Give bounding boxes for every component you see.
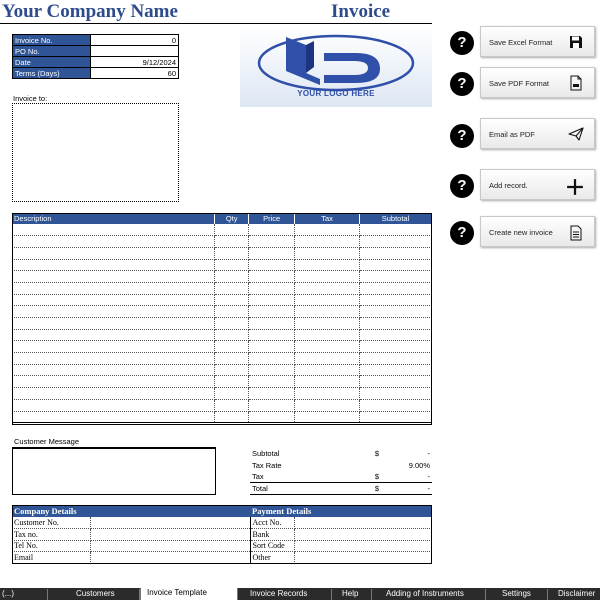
add-record-button[interactable] — [480, 169, 595, 200]
table-row — [12, 294, 432, 306]
table-row — [12, 282, 432, 294]
sheet-tab-invoice-template[interactable]: Invoice Template — [140, 588, 238, 600]
save-excel-button[interactable] — [480, 26, 595, 57]
item-description-cell[interactable] — [12, 399, 215, 411]
table-row — [12, 376, 432, 388]
total-row — [250, 483, 432, 495]
item-description-cell[interactable] — [12, 259, 215, 271]
table-row — [12, 329, 432, 341]
item-tax-cell[interactable] — [295, 399, 360, 411]
meta-label: PO No. — [13, 46, 91, 57]
item-description-cell[interactable] — [12, 329, 215, 341]
table-row — [12, 306, 432, 318]
pdf-file-icon — [568, 73, 584, 93]
sheet-tab-help[interactable]: Help — [332, 589, 372, 600]
company-logo[interactable] — [240, 27, 432, 107]
table-row — [12, 224, 432, 236]
item-subtotal-cell[interactable] — [360, 259, 432, 271]
item-tax-cell[interactable] — [295, 364, 360, 376]
item-description-cell[interactable] — [12, 247, 215, 259]
help-icon[interactable]: ? — [450, 31, 474, 55]
help-icon[interactable]: ? — [450, 174, 474, 198]
item-subtotal-cell[interactable] — [360, 306, 432, 318]
payment-detail-label: Bank — [250, 529, 294, 541]
item-description-cell[interactable] — [12, 294, 215, 306]
details-header-row — [12, 505, 432, 517]
item-subtotal-cell[interactable] — [360, 353, 432, 365]
tax-rate-row — [250, 460, 432, 472]
tax-label: Tax — [250, 471, 362, 483]
item-qty-cell[interactable] — [215, 236, 249, 248]
item-qty-cell[interactable] — [215, 329, 249, 341]
item-subtotal-cell[interactable] — [360, 388, 432, 400]
item-price-cell[interactable] — [249, 364, 295, 376]
item-description-cell[interactable] — [12, 318, 215, 330]
terms-cell[interactable]: 60 — [91, 68, 179, 79]
plus-icon — [566, 178, 584, 196]
customer-no-field[interactable] — [90, 517, 250, 529]
meta-label: Invoice No. — [13, 35, 91, 46]
item-price-cell[interactable] — [249, 329, 295, 341]
item-tax-cell[interactable] — [295, 271, 360, 283]
create-new-invoice-button[interactable] — [480, 216, 595, 247]
currency-symbol: $ — [362, 471, 392, 483]
item-price-cell[interactable] — [249, 247, 295, 259]
table-row — [12, 259, 432, 271]
item-qty-cell[interactable] — [215, 341, 249, 353]
item-subtotal-cell[interactable] — [360, 224, 432, 236]
item-qty-cell[interactable] — [215, 364, 249, 376]
item-qty-cell[interactable] — [215, 306, 249, 318]
item-subtotal-cell[interactable] — [360, 282, 432, 294]
item-subtotal-cell[interactable] — [360, 329, 432, 341]
subtotal-row — [250, 448, 432, 460]
item-description-cell[interactable] — [12, 411, 215, 423]
currency-symbol: $ — [362, 483, 392, 495]
item-qty-cell[interactable] — [215, 399, 249, 411]
company-detail-label: Tel No. — [12, 540, 90, 552]
details-row — [12, 540, 432, 552]
acct-no-field[interactable] — [294, 517, 432, 529]
customer-message-label: Customer Message — [14, 437, 80, 446]
meta-label: Terms (Days) — [13, 68, 91, 79]
subtotal-label: Subtotal — [252, 449, 280, 459]
invoice-to-label: Invoice to: — [13, 94, 48, 103]
payment-detail-label: Acct No. — [250, 517, 294, 529]
item-price-cell[interactable] — [249, 353, 295, 365]
sheet-tab-disclaimer[interactable]: Disclaimer — [558, 589, 596, 598]
item-tax-cell[interactable] — [295, 306, 360, 318]
table-row — [12, 399, 432, 411]
customer-message-field[interactable] — [12, 447, 216, 495]
line-items-table — [12, 213, 432, 423]
item-description-cell[interactable] — [12, 364, 215, 376]
email-field[interactable] — [90, 552, 250, 564]
sheet-tab-invoice-records[interactable]: Invoice Records — [238, 589, 332, 600]
item-qty-cell[interactable] — [215, 388, 249, 400]
item-tax-cell[interactable] — [295, 282, 360, 294]
item-price-cell[interactable] — [249, 236, 295, 248]
po-no-cell[interactable] — [91, 46, 179, 57]
column-header-price: Price — [249, 213, 295, 224]
item-qty-cell[interactable] — [215, 247, 249, 259]
item-subtotal-cell[interactable] — [360, 318, 432, 330]
details-row — [12, 529, 432, 541]
item-description-cell[interactable] — [12, 236, 215, 248]
item-subtotal-cell[interactable] — [360, 399, 432, 411]
tel-no-field[interactable] — [90, 540, 250, 552]
meta-row-invoice-no — [13, 35, 179, 46]
item-subtotal-cell[interactable] — [360, 364, 432, 376]
item-price-cell[interactable] — [249, 271, 295, 283]
item-price-cell[interactable] — [249, 306, 295, 318]
bank-field[interactable] — [294, 529, 432, 541]
invoice-to-field[interactable] — [12, 103, 179, 202]
email-pdf-label: Email as PDF — [489, 130, 535, 139]
item-tax-cell[interactable] — [295, 341, 360, 353]
invoice-meta-table — [12, 34, 179, 79]
item-qty-cell[interactable] — [215, 282, 249, 294]
item-tax-cell[interactable] — [295, 294, 360, 306]
item-subtotal-cell[interactable] — [360, 271, 432, 283]
item-description-cell[interactable] — [12, 388, 215, 400]
sheet-tab-settings[interactable]: Settings — [486, 589, 548, 600]
floppy-disk-icon — [568, 34, 584, 50]
tax-rate-value[interactable]: 9.00% — [408, 460, 430, 470]
item-tax-cell[interactable] — [295, 224, 360, 236]
item-subtotal-cell[interactable] — [360, 376, 432, 388]
item-price-cell[interactable] — [249, 282, 295, 294]
company-name: Your Company Name — [2, 1, 178, 22]
tax-row — [250, 471, 432, 483]
invoice-no-cell[interactable]: 0 — [91, 35, 179, 46]
sheet-tab-overflow[interactable]: (...) — [0, 589, 48, 600]
item-qty-cell[interactable] — [215, 259, 249, 271]
item-description-cell[interactable] — [12, 224, 215, 236]
help-icon[interactable]: ? — [450, 221, 474, 245]
items-header-row — [12, 213, 432, 224]
column-header-description: Description — [12, 213, 215, 224]
save-excel-label: Save Excel Format — [489, 38, 553, 47]
item-qty-cell[interactable] — [215, 318, 249, 330]
item-tax-cell[interactable] — [295, 318, 360, 330]
column-header-qty: Qty — [215, 213, 249, 224]
date-cell[interactable]: 9/12/2024 — [91, 57, 179, 68]
help-icon[interactable]: ? — [450, 72, 474, 96]
payment-details-title: Payment Details — [250, 505, 432, 517]
other-field[interactable] — [294, 552, 432, 564]
add-record-label: Add record. — [489, 181, 528, 190]
item-description-cell[interactable] — [12, 376, 215, 388]
item-tax-cell[interactable] — [295, 376, 360, 388]
item-description-cell[interactable] — [12, 282, 215, 294]
item-description-cell[interactable] — [12, 341, 215, 353]
details-table — [12, 505, 432, 564]
title-divider — [0, 23, 432, 24]
details-row — [12, 552, 432, 564]
details-row — [12, 517, 432, 529]
create-new-invoice-label: Create new invoice — [489, 228, 553, 237]
company-detail-label: Email — [12, 552, 90, 564]
item-qty-cell[interactable] — [215, 271, 249, 283]
document-icon — [568, 225, 584, 241]
item-price-cell[interactable] — [249, 318, 295, 330]
item-price-cell[interactable] — [249, 388, 295, 400]
help-icon[interactable]: ? — [450, 124, 474, 148]
item-description-cell[interactable] — [12, 306, 215, 318]
paper-plane-icon — [568, 126, 584, 142]
company-detail-label: Customer No. — [12, 517, 90, 529]
item-tax-cell[interactable] — [295, 259, 360, 271]
meta-row-po-no — [13, 46, 179, 57]
item-tax-cell[interactable] — [295, 353, 360, 365]
table-row — [12, 411, 432, 423]
item-qty-cell[interactable] — [215, 294, 249, 306]
item-price-cell[interactable] — [249, 411, 295, 423]
item-price-cell[interactable] — [249, 259, 295, 271]
item-price-cell[interactable] — [249, 294, 295, 306]
item-subtotal-cell[interactable] — [360, 247, 432, 259]
tax-amount: - — [392, 471, 432, 483]
total-label: Total — [250, 483, 362, 495]
total-amount: - — [392, 483, 432, 495]
table-row — [12, 236, 432, 248]
item-price-cell[interactable] — [249, 224, 295, 236]
email-pdf-button[interactable] — [480, 118, 595, 149]
item-subtotal-cell[interactable] — [360, 236, 432, 248]
item-subtotal-cell[interactable] — [360, 411, 432, 423]
payment-detail-label: Other — [250, 552, 294, 564]
item-qty-cell[interactable] — [215, 376, 249, 388]
invoice-title: Invoice — [331, 1, 391, 22]
sheet-tab-customers[interactable]: Customers — [48, 589, 140, 600]
tax-rate-label: Tax Rate — [252, 460, 282, 470]
item-tax-cell[interactable] — [295, 329, 360, 341]
item-tax-cell[interactable] — [295, 388, 360, 400]
totals-table — [250, 448, 432, 495]
item-price-cell[interactable] — [249, 399, 295, 411]
item-tax-cell[interactable] — [295, 247, 360, 259]
table-row — [12, 388, 432, 400]
item-subtotal-cell[interactable] — [360, 294, 432, 306]
table-row — [12, 247, 432, 259]
item-qty-cell[interactable] — [215, 224, 249, 236]
table-row — [12, 271, 432, 283]
subtotal-amount: - — [427, 449, 430, 459]
save-pdf-label: Save PDF Format — [489, 79, 550, 88]
payment-detail-label: Sort Code — [250, 540, 294, 552]
currency-symbol — [362, 460, 392, 472]
column-header-subtotal: Subtotal — [360, 213, 432, 224]
item-description-cell[interactable] — [12, 271, 215, 283]
meta-label: Date — [13, 57, 91, 68]
meta-row-date — [13, 57, 179, 68]
table-row — [12, 318, 432, 330]
item-tax-cell[interactable] — [295, 411, 360, 423]
sheet-tab-adding-instruments[interactable]: Adding of Instruments — [372, 589, 486, 600]
sort-code-field[interactable] — [294, 540, 432, 552]
item-price-cell[interactable] — [249, 376, 295, 388]
item-subtotal-cell[interactable] — [360, 341, 432, 353]
table-row — [12, 364, 432, 376]
currency-symbol: $ — [374, 449, 380, 459]
table-row — [12, 341, 432, 353]
item-description-cell[interactable] — [12, 353, 215, 365]
item-tax-cell[interactable] — [295, 236, 360, 248]
table-row — [12, 353, 432, 365]
item-qty-cell[interactable] — [215, 353, 249, 365]
column-header-tax: Tax — [295, 213, 360, 224]
tax-no-field[interactable] — [90, 529, 250, 541]
save-pdf-button[interactable] — [480, 67, 595, 98]
company-details-title: Company Details — [12, 505, 250, 517]
item-price-cell[interactable] — [249, 341, 295, 353]
meta-row-terms — [13, 68, 179, 79]
item-qty-cell[interactable] — [215, 411, 249, 423]
company-detail-label: Tax no. — [12, 529, 90, 541]
items-body — [12, 224, 432, 423]
logo-text: YOUR LOGO HERE — [297, 89, 375, 98]
